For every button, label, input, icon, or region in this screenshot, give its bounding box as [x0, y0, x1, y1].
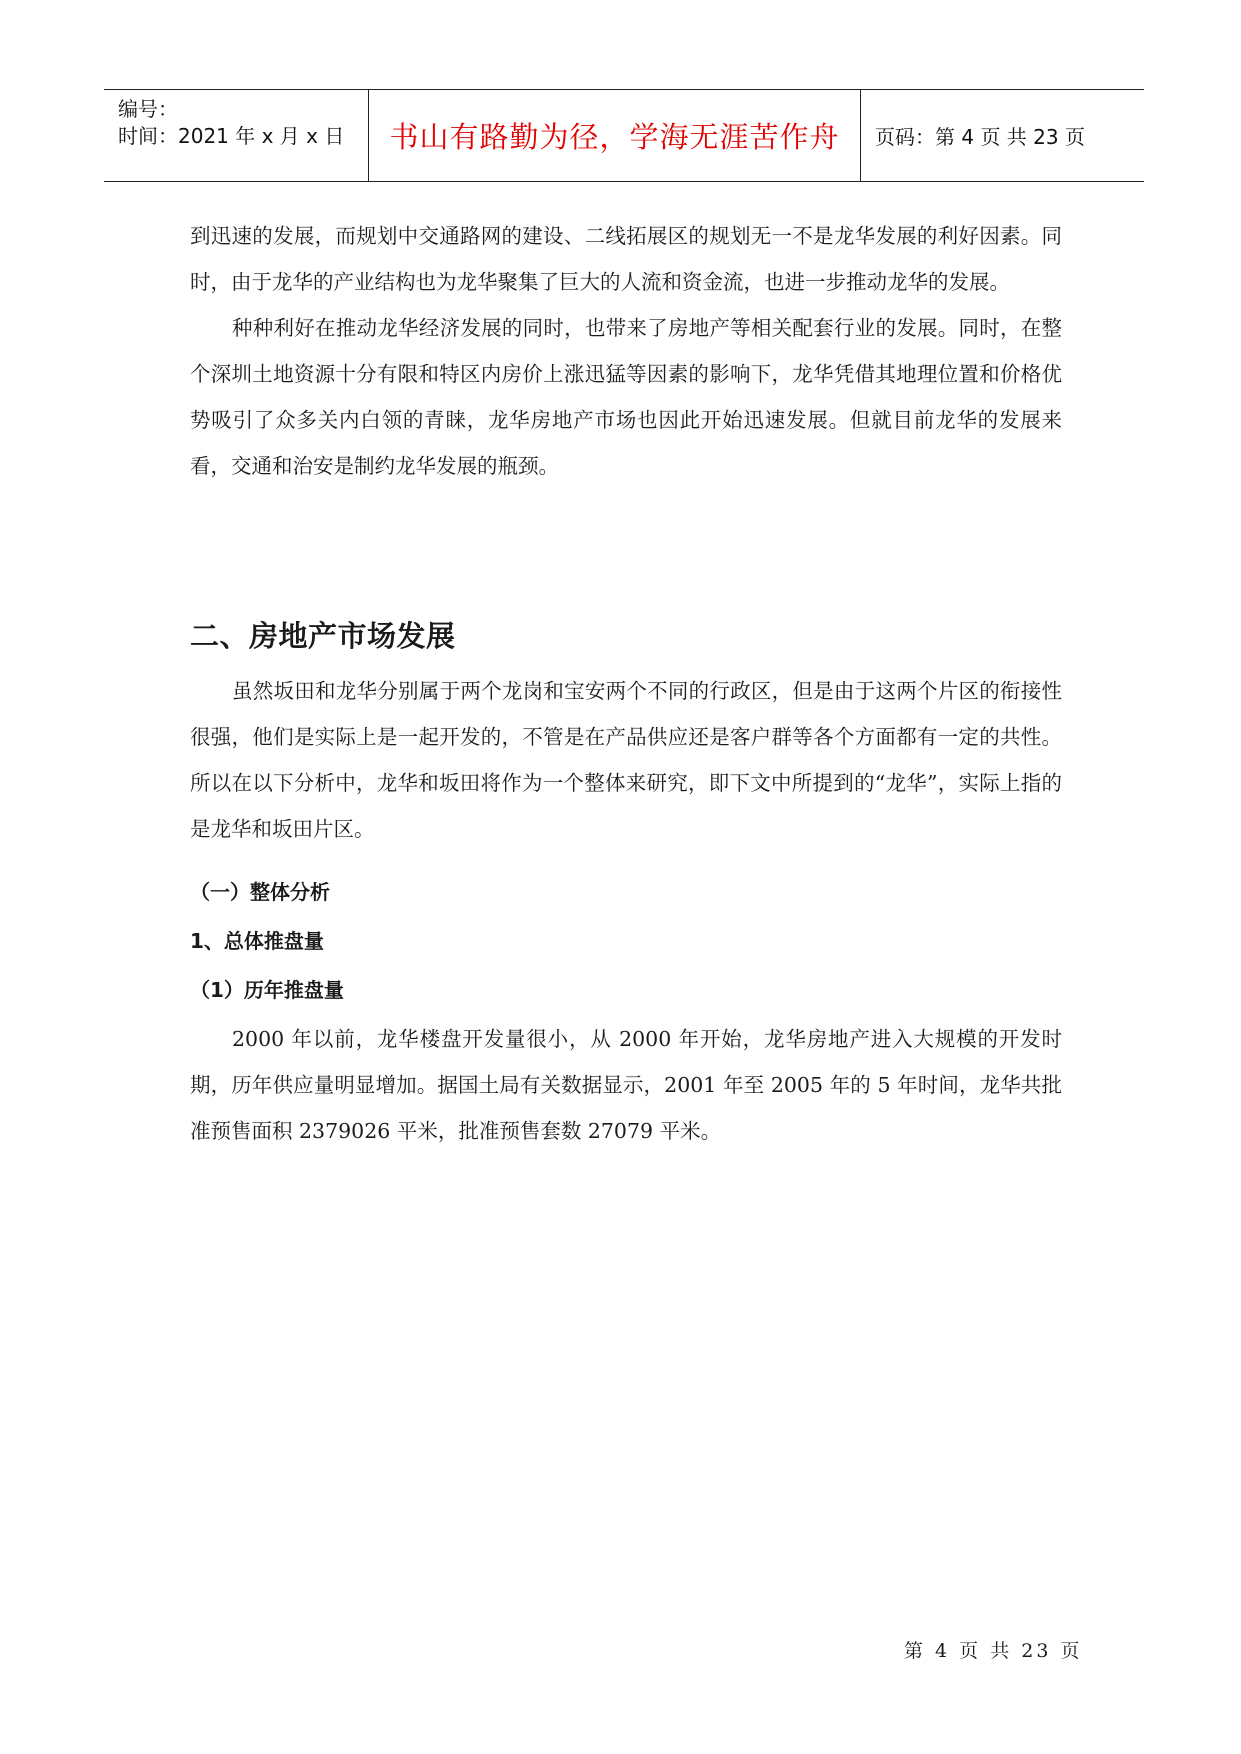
- body-block-2: [190, 668, 1062, 852]
- motto-text: 书山有路勤为径，学海无涯苦作舟: [389, 120, 840, 154]
- paragraph-4: 2000 年以前，龙华楼盘开发量很小，从 2000 年开始，龙华房地产进入大规模的开发时期，历年供应量明显增加。据国土局有关数据显示，2001 年至 2005 年的 5 年时间，龙华共批准预售面积 2379026 平米，批准预售套数 27079 平米。: [190, 1027, 1062, 1143]
- subheading-total-supply: 1、总体推盘量: [190, 929, 324, 953]
- subheading-overall-analysis: （一）整体分析: [190, 880, 330, 904]
- header-page-cell: [861, 90, 1144, 181]
- header-motto-cell: [369, 90, 861, 181]
- paragraph-2: 种种利好在推动龙华经济发展的同时，也带来了房地产等相关配套行业的发展。同时，在整个深圳土地资源十分有限和特区内房价上涨迅猛等因素的影响下，龙华凭借其地理位置和价格优势吸引了众多关内白领的青睐，龙华房地产市场也因此开始迅速发展。但就目前龙华的发展来看，交通和治安是制约龙华发展的瓶颈。: [190, 316, 1062, 478]
- paragraph-3: 虽然坂田和龙华分别属于两个龙岗和宝安两个不同的行政区，但是由于这两个片区的衔接性很强，他们是实际上是一起开发的，不管是在产品供应还是客户群等各个方面都有一定的共性。所以在以下分析中，龙华和坂田将作为一个整体来研究，即下文中所提到的“龙华”，实际上指的是龙华和坂田片区。: [190, 679, 1062, 841]
- document-header: [104, 89, 1144, 182]
- page-footer: 第 4 页 共 23 页: [904, 1640, 1083, 1662]
- subheading-annual-supply: （1）历年推盘量: [190, 978, 344, 1002]
- date-label: 时间：2021 年 x 月 x 日: [118, 124, 345, 148]
- header-page-info: 页码：第 4 页 共 23 页: [875, 125, 1085, 149]
- body-block-3: [190, 1016, 1062, 1154]
- section-heading: 二、房地产市场发展: [190, 619, 456, 653]
- serial-number-label: 编号：: [118, 97, 178, 121]
- body-block-1: [190, 213, 1062, 489]
- paragraph-1: 到迅速的发展，而规划中交通路网的建设、二线拓展区的规划无一不是龙华发展的利好因素。同时，由于龙华的产业结构也为龙华聚集了巨大的人流和资金流，也进一步推动龙华的发展。: [190, 224, 1062, 294]
- header-meta-cell: [104, 90, 369, 181]
